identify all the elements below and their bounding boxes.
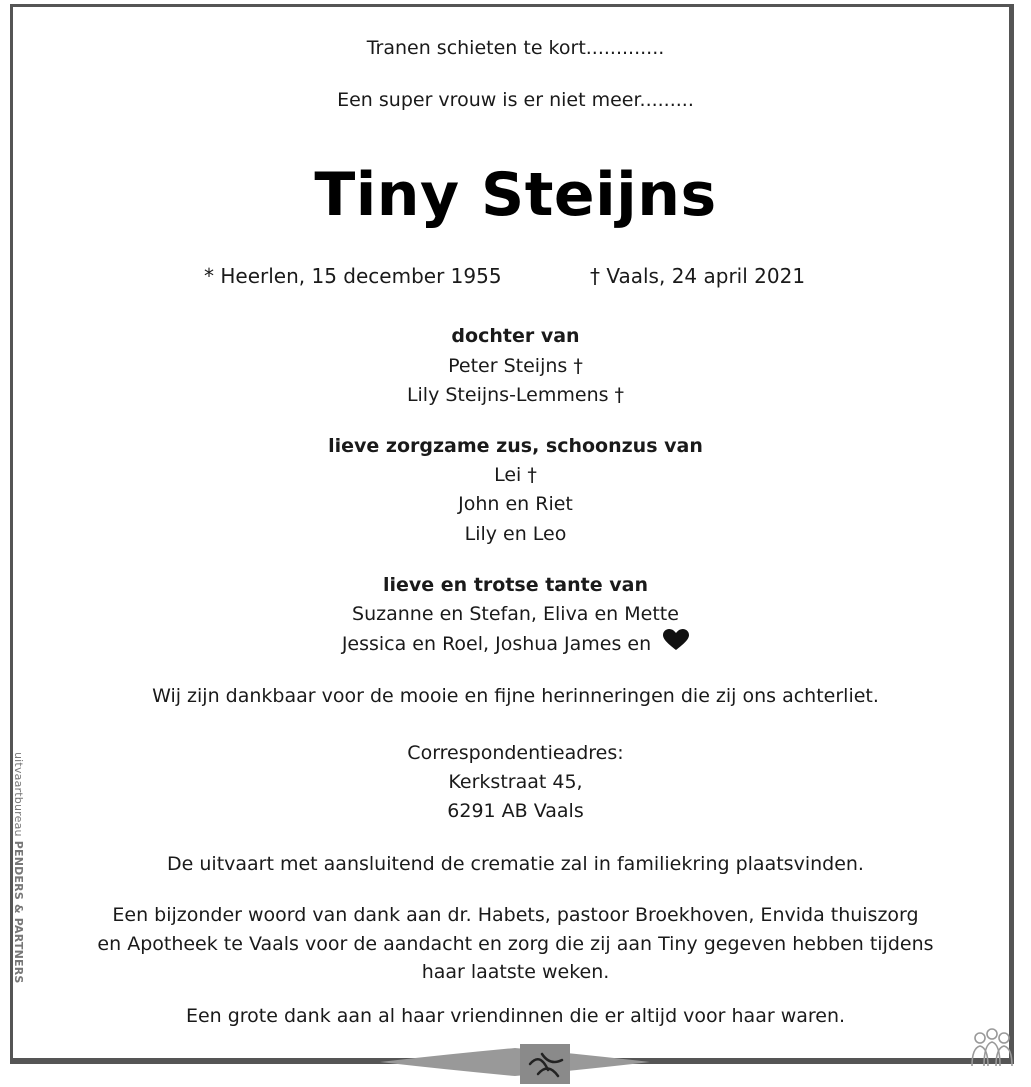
parent-line: Peter Steijns † <box>448 355 583 377</box>
gratitude-text: Wij zijn dankbaar voor de mooie en fijne herinneringen die zij ons achterliet. <box>152 685 879 707</box>
deceased-name: Tiny Steijns <box>314 160 717 230</box>
thanks-line-3: haar laatste weken. <box>421 961 610 983</box>
bottom-ornament <box>380 1040 650 1084</box>
sister-heading: lieve zorgzame zus, schoonzus van <box>328 435 703 457</box>
address-label: Correspondentieadres: <box>407 742 624 764</box>
death-info: † Vaals, 24 april 2021 <box>590 264 806 288</box>
birth-info: * Heerlen, 15 december 1955 <box>204 264 502 288</box>
sibling-line: Lily en Leo <box>464 523 567 545</box>
address-city: 6291 AB Vaals <box>447 800 584 822</box>
people-logo-icon <box>968 1026 1016 1070</box>
funeral-home-credit <box>5 752 25 1017</box>
nephew-line-text: Jessica en Roel, Joshua James en <box>341 633 652 655</box>
nephew-line-with-heart <box>0 629 1031 660</box>
sibling-line: John en Riet <box>458 493 573 515</box>
funeral-text: De uitvaart met aansluitend de crematie zal in familiekring plaatsvinden. <box>167 853 864 875</box>
credit-company: PENDERS & PARTNERS <box>12 840 25 984</box>
thanks-line-2: en Apotheek te Vaals voor de aandacht en zorg die zij aan Tiny gegeven hebben tijdens <box>97 933 934 955</box>
daughter-heading: dochter van <box>451 325 580 347</box>
address-street: Kerkstraat 45, <box>448 771 583 793</box>
intro-line-1: Tranen schieten te kort............. <box>366 37 665 59</box>
aunt-heading: lieve en trotse tante van <box>383 574 648 596</box>
friends-text: Een grote dank aan al haar vriendinnen die er altijd voor haar waren. <box>185 1005 846 1027</box>
intro-line-2: Een super vrouw is er niet meer......... <box>337 89 694 111</box>
thanks-line-1: Een bijzonder woord van dank aan dr. Habets, pastoor Broekhoven, Envida thuiszorg <box>112 904 919 926</box>
sibling-line: Lei † <box>494 464 537 486</box>
parent-line: Lily Steijns-Lemmens † <box>406 384 625 406</box>
credit-prefix: uitvaartbureau <box>12 752 25 837</box>
heart-icon <box>663 629 689 660</box>
nephew-line: Suzanne en Stefan, Eliva en Mette <box>352 603 679 625</box>
